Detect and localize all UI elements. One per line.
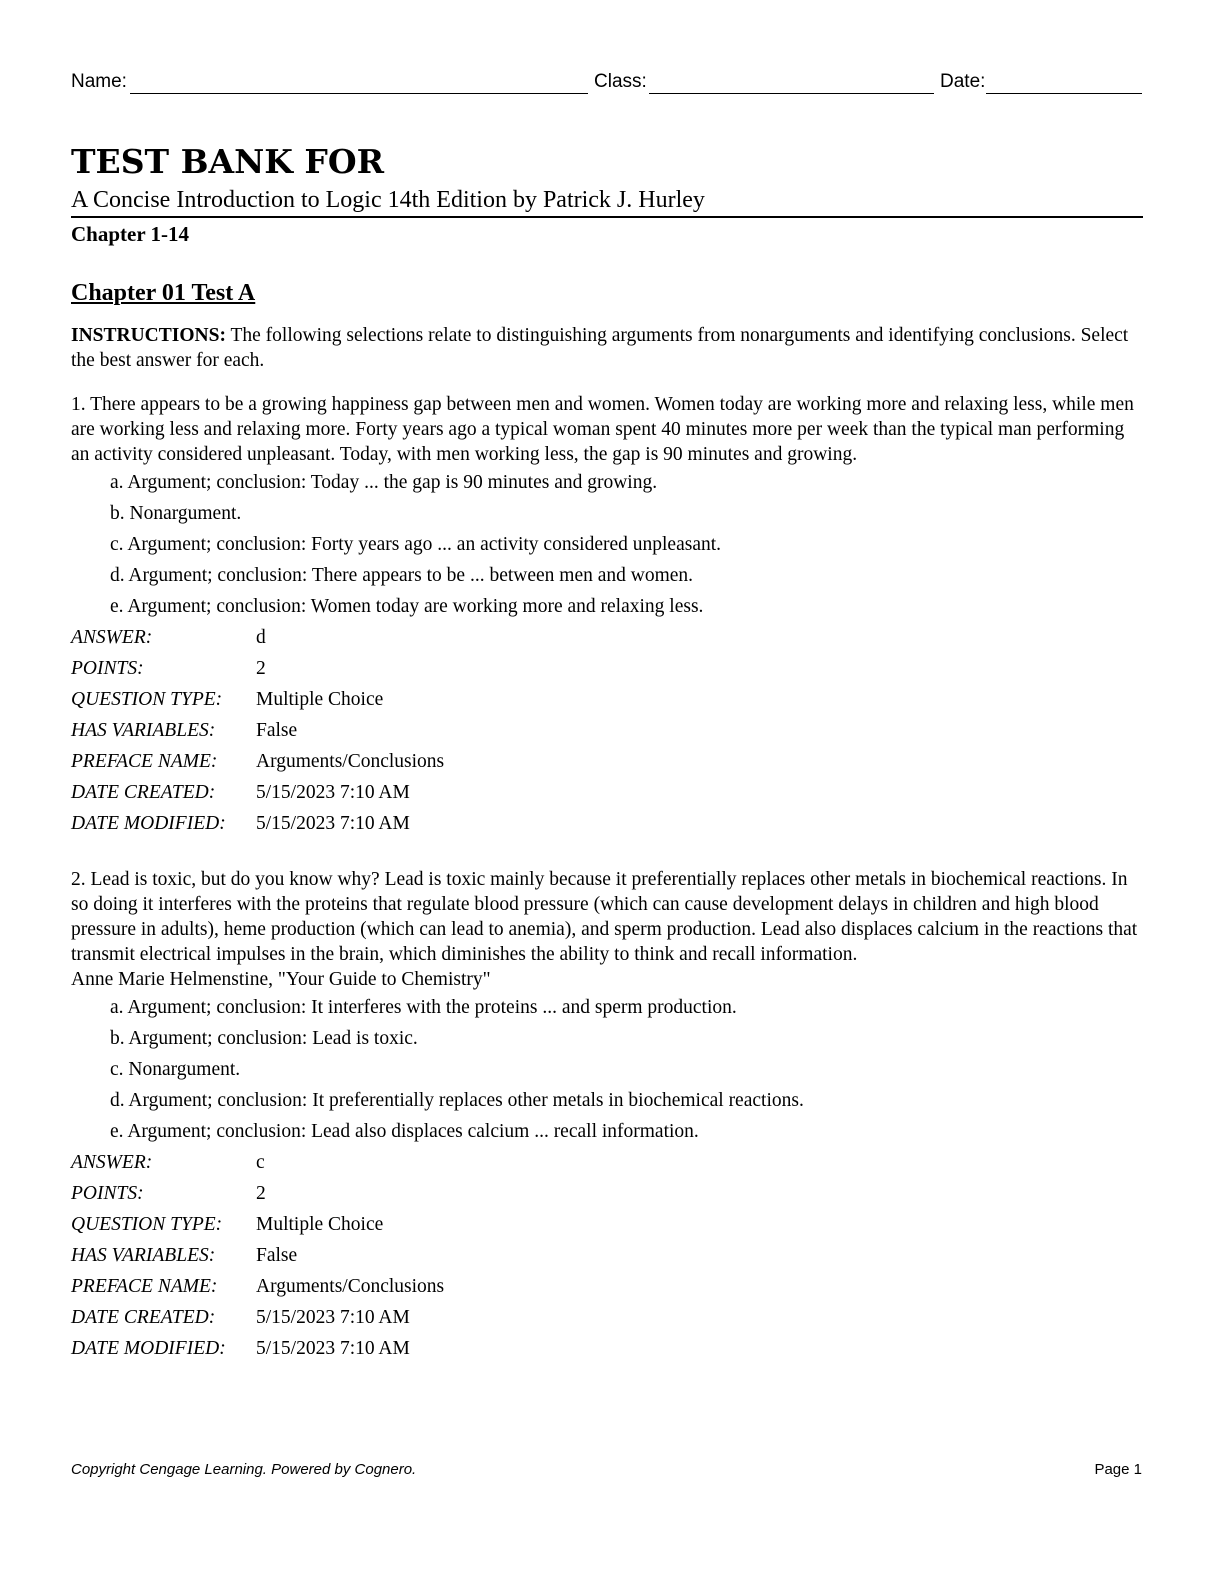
meta-row-question-type (71, 687, 444, 718)
class-label: Class: (594, 71, 647, 92)
meta-row-preface-name (71, 749, 444, 780)
document-title: TEST BANK FOR (71, 142, 385, 181)
name-label: Name: (71, 71, 127, 92)
date-label: Date: (940, 71, 986, 92)
book-subtitle: A Concise Introduction to Logic 14th Edition by Patrick J. Hurley (71, 186, 1143, 218)
meta-row-date-modified (71, 811, 444, 842)
meta-row-date-modified (71, 1336, 444, 1367)
meta-key: DATE CREATED: (71, 782, 216, 803)
option-d: d. Argument; conclusion: There appears to be ... between men and women. (110, 565, 694, 586)
question-metadata (71, 625, 444, 842)
meta-row-date-created (71, 1305, 444, 1336)
section-title: Chapter 01 Test A (71, 280, 256, 306)
meta-value: Arguments/Conclusions (256, 751, 445, 772)
footer-page-number: Page 1 (1094, 1461, 1142, 1478)
meta-row-date-created (71, 780, 444, 811)
instructions (71, 323, 1146, 373)
chapter-range: Chapter 1-14 (71, 222, 190, 246)
meta-row-has-variables (71, 1243, 444, 1274)
meta-value: False (256, 720, 298, 741)
meta-row-points (71, 1181, 444, 1212)
meta-value: Multiple Choice (256, 1214, 384, 1235)
meta-row-answer (71, 625, 444, 656)
option-d: d. Argument; conclusion: It preferentially replaces other metals in biochemical reactions. (110, 1090, 804, 1111)
meta-row-preface-name (71, 1274, 444, 1305)
answer-options (71, 995, 1146, 1150)
meta-row-has-variables (71, 718, 444, 749)
name-blank-line (130, 93, 588, 94)
meta-key: DATE CREATED: (71, 1307, 216, 1328)
meta-row-answer (71, 1150, 444, 1181)
meta-value: 5/15/2023 7:10 AM (256, 782, 410, 803)
class-blank-line (649, 93, 934, 94)
meta-key: DATE MODIFIED: (71, 813, 226, 834)
option-a: a. Argument; conclusion: Today ... the gap is 90 minutes and growing. (110, 472, 658, 493)
meta-key: HAS VARIABLES: (71, 720, 216, 741)
date-blank-line (986, 93, 1142, 94)
meta-value: 5/15/2023 7:10 AM (256, 1338, 410, 1359)
meta-key: HAS VARIABLES: (71, 1245, 216, 1266)
meta-value: Multiple Choice (256, 689, 384, 710)
test-body (71, 323, 1146, 1392)
question-metadata (71, 1150, 444, 1367)
student-info-header (71, 71, 1142, 97)
meta-key: QUESTION TYPE: (71, 1214, 223, 1235)
question-source: Anne Marie Helmenstine, "Your Guide to Chemistry" (71, 969, 491, 990)
meta-key: POINTS: (71, 658, 144, 679)
meta-key: DATE MODIFIED: (71, 1338, 226, 1359)
option-e: e. Argument; conclusion: Lead also displaces calcium ... recall information. (110, 1121, 699, 1142)
meta-key: ANSWER: (71, 627, 153, 648)
meta-key: PREFACE NAME: (71, 751, 218, 772)
question-stem: 2. Lead is toxic, but do you know why? Lead is toxic mainly because it preferentially replaces other metals in biochemical reactions. In so doing it interferes with the proteins that regulate blood pressure (which can cause development delays in children and high blood pressure in adults), heme production (which can lead to anemia), and sperm production. Lead also displaces calcium in the reactions that transmit electrical impulses in the brain, which diminishes the ability to think and recall information. (71, 869, 1138, 965)
instructions-label: INSTRUCTIONS: (71, 325, 226, 346)
option-c: c. Argument; conclusion: Forty years ago ... an activity considered unpleasant. (110, 534, 722, 555)
meta-value: 5/15/2023 7:10 AM (256, 813, 410, 834)
meta-key: QUESTION TYPE: (71, 689, 223, 710)
meta-key: POINTS: (71, 1183, 144, 1204)
question-stem: 1. There appears to be a growing happiness gap between men and women. Women today are working more and relaxing less, while men are working less and relaxing more. Forty years ago a typical woman spent 40 minutes more per week than the typical man performing an activity considered unpleasant. Today, with men working less, the gap is 90 minutes and growing. (71, 394, 1134, 465)
meta-value: 2 (256, 658, 266, 679)
question-1 (71, 392, 1146, 842)
meta-key: ANSWER: (71, 1152, 153, 1173)
question-2 (71, 867, 1146, 1367)
meta-key: PREFACE NAME: (71, 1276, 218, 1297)
option-b: b. Argument; conclusion: Lead is toxic. (110, 1028, 418, 1049)
meta-value: c (256, 1152, 265, 1173)
option-b: b. Nonargument. (110, 503, 242, 524)
option-e: e. Argument; conclusion: Women today are working more and relaxing less. (110, 596, 704, 617)
footer-copyright: Copyright Cengage Learning. Powered by Cognero. (71, 1461, 417, 1478)
meta-value: d (256, 627, 266, 648)
option-c: c. Nonargument. (110, 1059, 241, 1080)
meta-row-points (71, 656, 444, 687)
instructions-text: The following selections relate to distinguishing arguments from nonarguments and identifying conclusions. Select the best answer for each. (71, 325, 1129, 371)
meta-value: 5/15/2023 7:10 AM (256, 1307, 410, 1328)
answer-options (71, 470, 1146, 625)
meta-row-question-type (71, 1212, 444, 1243)
meta-value: Arguments/Conclusions (256, 1276, 445, 1297)
meta-value: False (256, 1245, 298, 1266)
option-a: a. Argument; conclusion: It interferes with the proteins ... and sperm production. (110, 997, 737, 1018)
meta-value: 2 (256, 1183, 266, 1204)
